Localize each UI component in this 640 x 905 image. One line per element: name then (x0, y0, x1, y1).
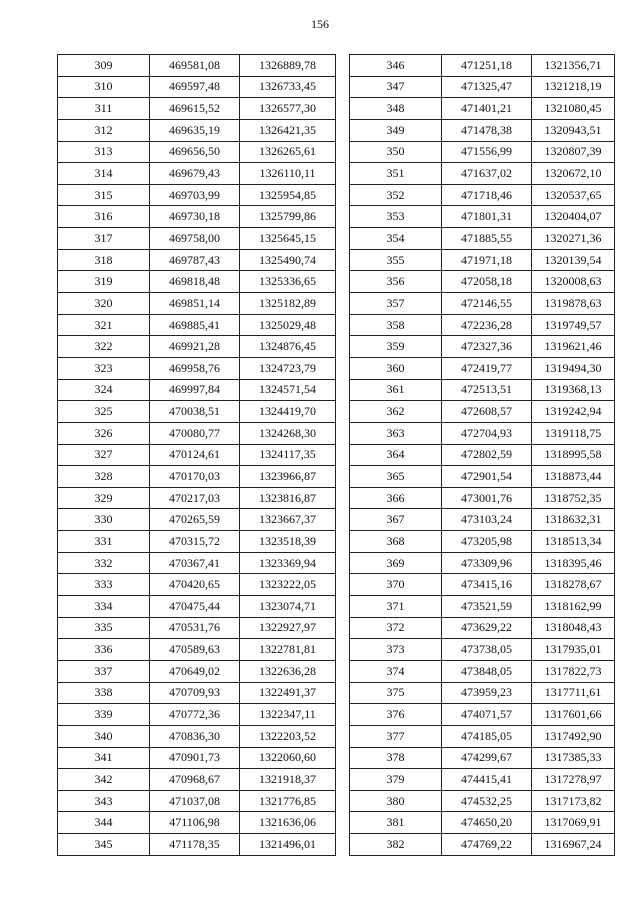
y-coordinate-cell: 1323074,71 (240, 596, 336, 618)
table-row (58, 747, 336, 769)
point-number-cell: 377 (350, 725, 442, 747)
table-row (58, 163, 336, 185)
y-coordinate-cell: 1326265,61 (240, 141, 336, 163)
y-coordinate-cell: 1322203,52 (240, 725, 336, 747)
y-coordinate-cell: 1325645,15 (240, 228, 336, 250)
x-coordinate-cell: 470901,73 (150, 747, 240, 769)
x-coordinate-cell: 473629,22 (442, 617, 532, 639)
table-row (58, 617, 336, 639)
y-coordinate-cell: 1317492,90 (532, 725, 615, 747)
y-coordinate-cell: 1325029,48 (240, 314, 336, 336)
point-number-cell: 374 (350, 660, 442, 682)
point-number-cell: 319 (58, 271, 150, 293)
table-row (350, 769, 615, 791)
y-coordinate-cell: 1321918,37 (240, 769, 336, 791)
x-coordinate-cell: 471178,35 (150, 834, 240, 856)
table-row (58, 704, 336, 726)
point-number-cell: 355 (350, 249, 442, 271)
point-number-cell: 380 (350, 790, 442, 812)
y-coordinate-cell: 1321636,06 (240, 812, 336, 834)
table-row (58, 574, 336, 596)
x-coordinate-cell: 473205,98 (442, 531, 532, 553)
y-coordinate-cell: 1324419,70 (240, 401, 336, 423)
table-row (350, 704, 615, 726)
x-coordinate-cell: 474769,22 (442, 834, 532, 856)
point-number-cell: 367 (350, 509, 442, 531)
y-coordinate-cell: 1317711,61 (532, 682, 615, 704)
x-coordinate-cell: 472146,55 (442, 293, 532, 315)
y-coordinate-cell: 1320008,63 (532, 271, 615, 293)
table-row (58, 401, 336, 423)
table-row (58, 249, 336, 271)
point-number-cell: 347 (350, 76, 442, 98)
y-coordinate-cell: 1319494,30 (532, 357, 615, 379)
y-coordinate-cell: 1322060,60 (240, 747, 336, 769)
point-number-cell: 342 (58, 769, 150, 791)
point-number-cell: 339 (58, 704, 150, 726)
point-number-cell: 316 (58, 206, 150, 228)
point-number-cell: 357 (350, 293, 442, 315)
point-number-cell: 325 (58, 401, 150, 423)
table-row (350, 206, 615, 228)
point-number-cell: 350 (350, 141, 442, 163)
table-row (350, 271, 615, 293)
y-coordinate-cell: 1320943,51 (532, 119, 615, 141)
page-number: 156 (311, 17, 329, 31)
y-coordinate-cell: 1324876,45 (240, 336, 336, 358)
point-number-cell: 364 (350, 444, 442, 466)
y-coordinate-cell: 1323816,87 (240, 487, 336, 509)
point-number-cell: 314 (58, 163, 150, 185)
x-coordinate-cell: 469885,41 (150, 314, 240, 336)
x-coordinate-cell: 470265,59 (150, 509, 240, 531)
table-row (350, 163, 615, 185)
table-row (350, 141, 615, 163)
point-number-cell: 375 (350, 682, 442, 704)
point-number-cell: 368 (350, 531, 442, 553)
y-coordinate-cell: 1323222,05 (240, 574, 336, 596)
point-number-cell: 340 (58, 725, 150, 747)
x-coordinate-cell: 470475,44 (150, 596, 240, 618)
point-number-cell: 352 (350, 184, 442, 206)
y-coordinate-cell: 1325490,74 (240, 249, 336, 271)
point-number-cell: 313 (58, 141, 150, 163)
x-coordinate-cell: 470217,03 (150, 487, 240, 509)
x-coordinate-cell: 470080,77 (150, 422, 240, 444)
x-coordinate-cell: 469635,19 (150, 119, 240, 141)
point-number-cell: 382 (350, 834, 442, 856)
table-row (58, 812, 336, 834)
point-number-cell: 370 (350, 574, 442, 596)
table-row (350, 682, 615, 704)
x-coordinate-cell: 469758,00 (150, 228, 240, 250)
y-coordinate-cell: 1319368,13 (532, 379, 615, 401)
point-number-cell: 358 (350, 314, 442, 336)
table-row (58, 357, 336, 379)
x-coordinate-cell: 472513,51 (442, 379, 532, 401)
x-coordinate-cell: 470420,65 (150, 574, 240, 596)
y-coordinate-cell: 1325182,89 (240, 293, 336, 315)
y-coordinate-cell: 1319118,75 (532, 422, 615, 444)
table-row (350, 660, 615, 682)
x-coordinate-cell: 469679,43 (150, 163, 240, 185)
y-coordinate-cell: 1318513,34 (532, 531, 615, 553)
x-coordinate-cell: 471885,55 (442, 228, 532, 250)
y-coordinate-cell: 1317173,82 (532, 790, 615, 812)
x-coordinate-cell: 470367,41 (150, 552, 240, 574)
table-row (58, 487, 336, 509)
table-row (58, 184, 336, 206)
table-row (350, 725, 615, 747)
point-number-cell: 372 (350, 617, 442, 639)
y-coordinate-cell: 1324571,54 (240, 379, 336, 401)
point-number-cell: 379 (350, 769, 442, 791)
table-row (58, 141, 336, 163)
table-row (58, 552, 336, 574)
y-coordinate-cell: 1326889,78 (240, 55, 336, 77)
table-row (350, 119, 615, 141)
x-coordinate-cell: 472236,28 (442, 314, 532, 336)
x-coordinate-cell: 469851,14 (150, 293, 240, 315)
table-row (350, 422, 615, 444)
table-row (58, 466, 336, 488)
y-coordinate-cell: 1320672,10 (532, 163, 615, 185)
y-coordinate-cell: 1320537,65 (532, 184, 615, 206)
y-coordinate-cell: 1318395,46 (532, 552, 615, 574)
y-coordinate-cell: 1319621,46 (532, 336, 615, 358)
point-number-cell: 369 (350, 552, 442, 574)
point-number-cell: 317 (58, 228, 150, 250)
point-number-cell: 356 (350, 271, 442, 293)
point-number-cell: 309 (58, 55, 150, 77)
point-number-cell: 341 (58, 747, 150, 769)
table-row (58, 790, 336, 812)
y-coordinate-cell: 1317385,33 (532, 747, 615, 769)
point-number-cell: 315 (58, 184, 150, 206)
table-row (350, 98, 615, 120)
y-coordinate-cell: 1322491,37 (240, 682, 336, 704)
x-coordinate-cell: 469958,76 (150, 357, 240, 379)
y-coordinate-cell: 1322781,81 (240, 639, 336, 661)
x-coordinate-cell: 473521,59 (442, 596, 532, 618)
table-row (350, 293, 615, 315)
table-row (350, 834, 615, 856)
y-coordinate-cell: 1325954,85 (240, 184, 336, 206)
table-row (58, 422, 336, 444)
x-coordinate-cell: 469703,99 (150, 184, 240, 206)
x-coordinate-cell: 469787,43 (150, 249, 240, 271)
y-coordinate-cell: 1323667,37 (240, 509, 336, 531)
point-number-cell: 327 (58, 444, 150, 466)
x-coordinate-cell: 474532,25 (442, 790, 532, 812)
y-coordinate-cell: 1319749,57 (532, 314, 615, 336)
point-number-cell: 348 (350, 98, 442, 120)
y-coordinate-cell: 1321776,85 (240, 790, 336, 812)
point-number-cell: 334 (58, 596, 150, 618)
point-number-cell: 332 (58, 552, 150, 574)
table-row (350, 639, 615, 661)
y-coordinate-cell: 1318048,43 (532, 617, 615, 639)
x-coordinate-cell: 473103,24 (442, 509, 532, 531)
point-number-cell: 365 (350, 466, 442, 488)
y-coordinate-cell: 1317822,73 (532, 660, 615, 682)
point-number-cell: 331 (58, 531, 150, 553)
point-number-cell: 371 (350, 596, 442, 618)
x-coordinate-cell: 470968,67 (150, 769, 240, 791)
y-coordinate-cell: 1322636,28 (240, 660, 336, 682)
point-number-cell: 381 (350, 812, 442, 834)
y-coordinate-cell: 1323369,94 (240, 552, 336, 574)
table-row (350, 487, 615, 509)
point-number-cell: 328 (58, 466, 150, 488)
point-number-cell: 360 (350, 357, 442, 379)
point-number-cell: 361 (350, 379, 442, 401)
table-row (58, 98, 336, 120)
y-coordinate-cell: 1324117,35 (240, 444, 336, 466)
table-row (58, 76, 336, 98)
x-coordinate-cell: 469730,18 (150, 206, 240, 228)
table-row (350, 76, 615, 98)
table-row (350, 314, 615, 336)
table-row (350, 531, 615, 553)
point-number-cell: 349 (350, 119, 442, 141)
y-coordinate-cell: 1317601,66 (532, 704, 615, 726)
y-coordinate-cell: 1319242,94 (532, 401, 615, 423)
point-number-cell: 318 (58, 249, 150, 271)
table-row (58, 314, 336, 336)
x-coordinate-cell: 470649,02 (150, 660, 240, 682)
x-coordinate-cell: 470836,30 (150, 725, 240, 747)
x-coordinate-cell: 470124,61 (150, 444, 240, 466)
table-row (350, 574, 615, 596)
coordinates-table-left (57, 54, 336, 856)
table-row (350, 812, 615, 834)
y-coordinate-cell: 1317278,97 (532, 769, 615, 791)
x-coordinate-cell: 473848,05 (442, 660, 532, 682)
y-coordinate-cell: 1324268,30 (240, 422, 336, 444)
point-number-cell: 312 (58, 119, 150, 141)
y-coordinate-cell: 1320271,36 (532, 228, 615, 250)
y-coordinate-cell: 1325799,86 (240, 206, 336, 228)
y-coordinate-cell: 1320139,54 (532, 249, 615, 271)
y-coordinate-cell: 1323966,87 (240, 466, 336, 488)
point-number-cell: 330 (58, 509, 150, 531)
y-coordinate-cell: 1319878,63 (532, 293, 615, 315)
x-coordinate-cell: 471037,08 (150, 790, 240, 812)
point-number-cell: 353 (350, 206, 442, 228)
y-coordinate-cell: 1321356,71 (532, 55, 615, 77)
point-number-cell: 337 (58, 660, 150, 682)
x-coordinate-cell: 474299,67 (442, 747, 532, 769)
y-coordinate-cell: 1317069,91 (532, 812, 615, 834)
table-row (58, 119, 336, 141)
x-coordinate-cell: 471251,18 (442, 55, 532, 77)
x-coordinate-cell: 474185,05 (442, 725, 532, 747)
point-number-cell: 324 (58, 379, 150, 401)
table-row (350, 747, 615, 769)
point-number-cell: 320 (58, 293, 150, 315)
x-coordinate-cell: 469615,52 (150, 98, 240, 120)
table-row (350, 596, 615, 618)
table-row (350, 401, 615, 423)
y-coordinate-cell: 1320807,39 (532, 141, 615, 163)
x-coordinate-cell: 472802,59 (442, 444, 532, 466)
y-coordinate-cell: 1318873,44 (532, 466, 615, 488)
x-coordinate-cell: 471325,47 (442, 76, 532, 98)
y-coordinate-cell: 1321080,45 (532, 98, 615, 120)
x-coordinate-cell: 470589,63 (150, 639, 240, 661)
y-coordinate-cell: 1326110,11 (240, 163, 336, 185)
x-coordinate-cell: 469581,08 (150, 55, 240, 77)
x-coordinate-cell: 471106,98 (150, 812, 240, 834)
table-row (58, 725, 336, 747)
table-row (350, 55, 615, 77)
x-coordinate-cell: 470531,76 (150, 617, 240, 639)
table-row (58, 206, 336, 228)
table-row (58, 379, 336, 401)
y-coordinate-cell: 1318162,99 (532, 596, 615, 618)
y-coordinate-cell: 1322347,11 (240, 704, 336, 726)
table-row (350, 379, 615, 401)
point-number-cell: 346 (350, 55, 442, 77)
x-coordinate-cell: 472419,77 (442, 357, 532, 379)
table-row (58, 271, 336, 293)
x-coordinate-cell: 472901,54 (442, 466, 532, 488)
y-coordinate-cell: 1322927,97 (240, 617, 336, 639)
x-coordinate-cell: 469656,50 (150, 141, 240, 163)
table-row (350, 228, 615, 250)
x-coordinate-cell: 472608,57 (442, 401, 532, 423)
table-row (58, 834, 336, 856)
coordinates-table-right (349, 54, 615, 856)
x-coordinate-cell: 472327,36 (442, 336, 532, 358)
table-row (58, 531, 336, 553)
y-coordinate-cell: 1323518,39 (240, 531, 336, 553)
x-coordinate-cell: 469921,28 (150, 336, 240, 358)
table-row (58, 228, 336, 250)
x-coordinate-cell: 473959,23 (442, 682, 532, 704)
table-row (58, 336, 336, 358)
table-row (58, 769, 336, 791)
point-number-cell: 323 (58, 357, 150, 379)
y-coordinate-cell: 1318278,67 (532, 574, 615, 596)
table-row (58, 444, 336, 466)
point-number-cell: 335 (58, 617, 150, 639)
point-number-cell: 366 (350, 487, 442, 509)
y-coordinate-cell: 1326421,35 (240, 119, 336, 141)
table-row (58, 293, 336, 315)
x-coordinate-cell: 470772,36 (150, 704, 240, 726)
x-coordinate-cell: 470170,03 (150, 466, 240, 488)
table-row (350, 552, 615, 574)
table-row (350, 357, 615, 379)
y-coordinate-cell: 1317935,01 (532, 639, 615, 661)
y-coordinate-cell: 1324723,79 (240, 357, 336, 379)
x-coordinate-cell: 473309,96 (442, 552, 532, 574)
x-coordinate-cell: 471637,02 (442, 163, 532, 185)
x-coordinate-cell: 471971,18 (442, 249, 532, 271)
table-row (350, 509, 615, 531)
point-number-cell: 354 (350, 228, 442, 250)
point-number-cell: 336 (58, 639, 150, 661)
y-coordinate-cell: 1318632,31 (532, 509, 615, 531)
table-row (58, 682, 336, 704)
x-coordinate-cell: 473738,05 (442, 639, 532, 661)
x-coordinate-cell: 474650,20 (442, 812, 532, 834)
x-coordinate-cell: 469997,84 (150, 379, 240, 401)
y-coordinate-cell: 1318752,35 (532, 487, 615, 509)
table-row (350, 790, 615, 812)
table-row (350, 184, 615, 206)
x-coordinate-cell: 471801,31 (442, 206, 532, 228)
point-number-cell: 351 (350, 163, 442, 185)
x-coordinate-cell: 472704,93 (442, 422, 532, 444)
x-coordinate-cell: 474415,41 (442, 769, 532, 791)
x-coordinate-cell: 471718,46 (442, 184, 532, 206)
point-number-cell: 363 (350, 422, 442, 444)
point-number-cell: 338 (58, 682, 150, 704)
point-number-cell: 321 (58, 314, 150, 336)
table-row (350, 249, 615, 271)
point-number-cell: 326 (58, 422, 150, 444)
point-number-cell: 343 (58, 790, 150, 812)
table-row (350, 617, 615, 639)
table-row (58, 660, 336, 682)
x-coordinate-cell: 473001,76 (442, 487, 532, 509)
point-number-cell: 376 (350, 704, 442, 726)
x-coordinate-cell: 471401,21 (442, 98, 532, 120)
table-row (58, 55, 336, 77)
x-coordinate-cell: 469818,48 (150, 271, 240, 293)
y-coordinate-cell: 1321496,01 (240, 834, 336, 856)
point-number-cell: 373 (350, 639, 442, 661)
x-coordinate-cell: 474071,57 (442, 704, 532, 726)
y-coordinate-cell: 1321218,19 (532, 76, 615, 98)
y-coordinate-cell: 1325336,65 (240, 271, 336, 293)
x-coordinate-cell: 472058,18 (442, 271, 532, 293)
table-row (350, 336, 615, 358)
table-row (58, 639, 336, 661)
y-coordinate-cell: 1326733,45 (240, 76, 336, 98)
point-number-cell: 362 (350, 401, 442, 423)
y-coordinate-cell: 1320404,07 (532, 206, 615, 228)
point-number-cell: 344 (58, 812, 150, 834)
point-number-cell: 359 (350, 336, 442, 358)
x-coordinate-cell: 470315,72 (150, 531, 240, 553)
point-number-cell: 311 (58, 98, 150, 120)
x-coordinate-cell: 471478,38 (442, 119, 532, 141)
point-number-cell: 329 (58, 487, 150, 509)
point-number-cell: 345 (58, 834, 150, 856)
table-row (350, 466, 615, 488)
point-number-cell: 333 (58, 574, 150, 596)
point-number-cell: 378 (350, 747, 442, 769)
x-coordinate-cell: 469597,48 (150, 76, 240, 98)
y-coordinate-cell: 1318995,58 (532, 444, 615, 466)
x-coordinate-cell: 471556,99 (442, 141, 532, 163)
table-row (58, 509, 336, 531)
table-row (350, 444, 615, 466)
x-coordinate-cell: 470038,51 (150, 401, 240, 423)
x-coordinate-cell: 470709,93 (150, 682, 240, 704)
point-number-cell: 310 (58, 76, 150, 98)
x-coordinate-cell: 473415,16 (442, 574, 532, 596)
point-number-cell: 322 (58, 336, 150, 358)
y-coordinate-cell: 1326577,30 (240, 98, 336, 120)
table-row (58, 596, 336, 618)
y-coordinate-cell: 1316967,24 (532, 834, 615, 856)
